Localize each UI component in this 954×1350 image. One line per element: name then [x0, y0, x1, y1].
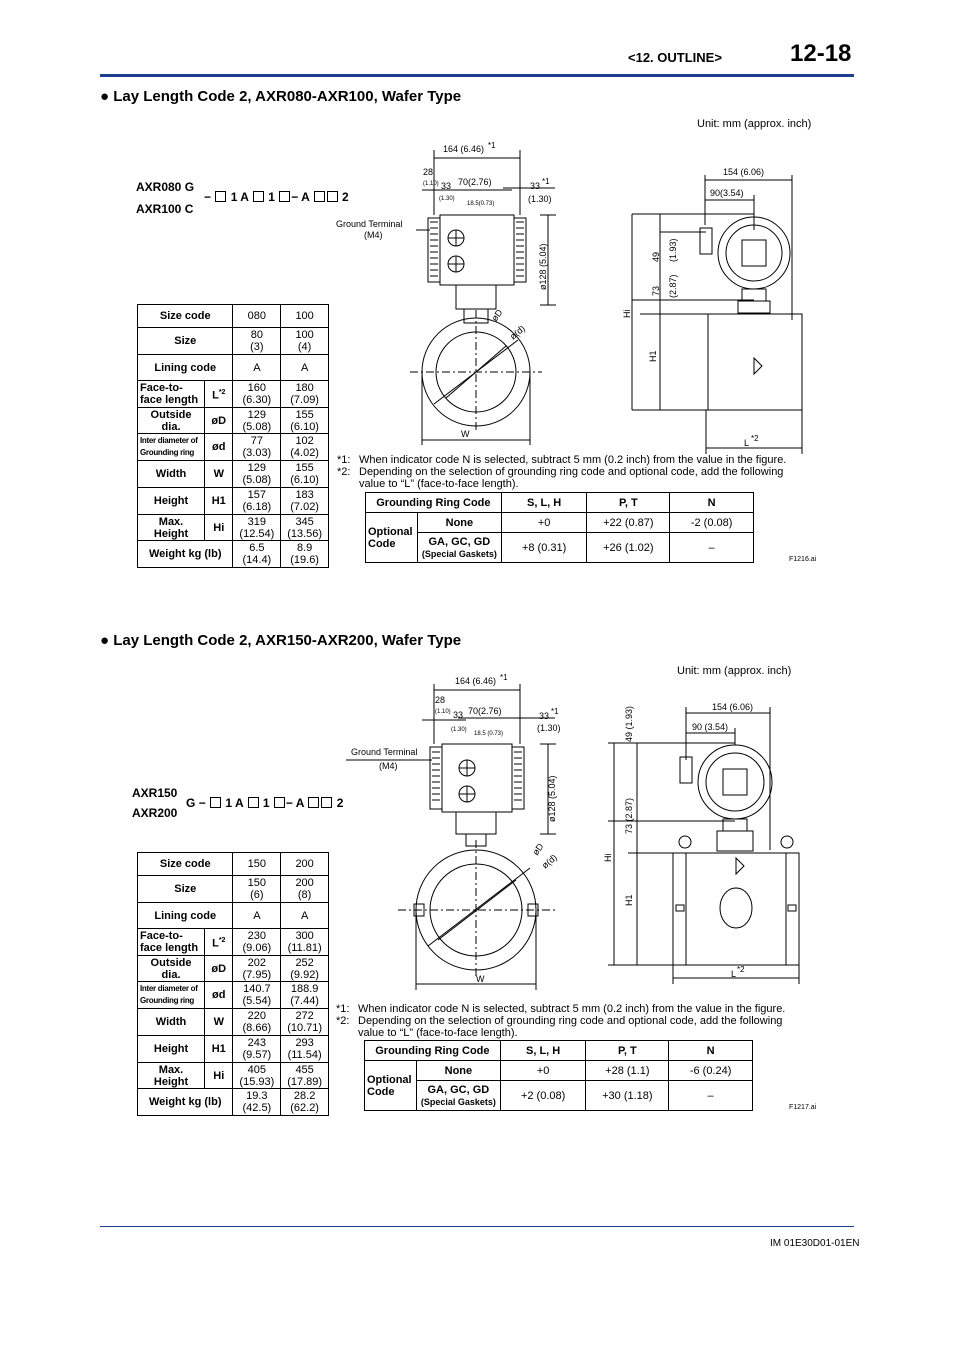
dim-oD-2: øD	[530, 841, 546, 858]
dim-28-1: 28	[423, 167, 434, 177]
document-id: IM 01E30D01-01EN	[770, 1238, 860, 1249]
note-1-3: value to “L” (face-to-face length).	[359, 478, 519, 490]
figure-id-2: F1217.ai	[789, 1104, 817, 1111]
page-number: 12-18	[790, 40, 852, 67]
suffix-code-1: − 1 A 1 − A 2	[204, 190, 349, 204]
footer-rule	[100, 1226, 854, 1227]
model-line-1b: AXR100 C	[136, 202, 194, 216]
dim-L-2: L	[731, 969, 737, 979]
dim-73-2: 73 (2.87)	[624, 797, 634, 834]
dim-W-2: W	[476, 974, 485, 984]
ground-terminal-m4-2: (M4)	[379, 761, 398, 771]
spec-table-2: Size code 150 200 Size 150 (6) 200 (8) Lining code A A Face-to- face length $L^{*2}$ 230 (9.06) 300 (11.81) Outside dia. øD 202 (7.95) 252 (9.92) Inter diameter of Grounding ring ød 140.7 (5.54) 188.9 (7.44) Width W 220 (8.66) 272 (10.71) Height H1 243 (9.57) 293 (11.54) Max. Height Hi 405 (15.93) 455 (17.89) Weight kg (lb) 19.3 (42.5) 28.2 (62.2)	[137, 852, 329, 1116]
dim-33b-note-1: *1	[542, 177, 550, 186]
section-title-2: ● Lay Length Code 2, AXR150-AXR200, Wafer Type	[100, 632, 462, 649]
dim-164-note-2: *1	[500, 673, 508, 682]
model-line-2b: AXR200	[132, 806, 178, 820]
dim-33b-inch-1: (1.30)	[528, 194, 552, 204]
dim-33a-inch-2: (1.30)	[451, 727, 467, 733]
chapter-label: <12. OUTLINE>	[628, 50, 722, 65]
dim-73-inch-1: (2.87)	[668, 274, 678, 298]
dim-33b-1: 33	[530, 181, 541, 191]
dim-od-2: ø(d)	[539, 852, 559, 871]
note-2-1: *1: When indicator code N is selected, subtract 5 mm (0.2 inch) from the value in the figure.	[336, 1003, 786, 1015]
dim-L-note-1: *2	[751, 434, 759, 443]
note-1-2: *2: Depending on the selection of grounding ring code and optional code, add the following	[337, 466, 784, 478]
model-line-2a: AXR150	[132, 786, 178, 800]
dim-33a-2: 33	[453, 710, 464, 720]
dim-od128-2: ø128 (5.04)	[547, 775, 557, 822]
dim-33a-1: 33	[441, 181, 452, 191]
unit-label-1: Unit: mm (approx. inch)	[697, 118, 812, 130]
dim-H1-1: H1	[648, 350, 658, 362]
dim-90-2: 90 (3.54)	[692, 722, 729, 732]
dim-73-1: 73	[651, 285, 661, 296]
dim-od128-1: ø128 (5.04)	[538, 243, 548, 290]
dim-oD-1: øD	[489, 307, 505, 324]
dim-49-1: 49	[651, 251, 661, 262]
figure-id-1: F1216.ai	[789, 556, 817, 563]
dim-L-1: L	[744, 438, 750, 448]
dim-70-1: 70(2.76)	[458, 177, 492, 187]
dim-154-1: 154 (6.06)	[723, 167, 765, 177]
dim-33b-inch-2: (1.30)	[537, 723, 561, 733]
dim-18-2: 18.5 (0.73)	[474, 731, 504, 737]
dim-33b-2: 33	[539, 711, 550, 721]
ground-terminal-label-2: Ground Terminal	[351, 747, 418, 757]
dim-28-inch-1: (1.10)	[423, 181, 439, 187]
grounding-ring-table-2: Grounding Ring Code S, L, H P, T N Optional Code None +0 +28 (1.1) -6 (0.24) GA, GC, GD (Special Gaskets) +2 (0.08) +30 (1.18) –	[364, 1040, 753, 1111]
spec-table-1: Size code 080 100 Size 80 (3) 100 (4) Lining code A A Face-to- face length $L^{*2}$ 160 (6.30) 180 (7.09) Outside dia. øD 129 (5.08) 155 (6.10) Inter diameter of Grounding ring ød 77 (3.03) 102 (4.02) Width W 129 (5.08) 155 (6.10) Height H1 157 (6.18) 183 (7.02) Max. Height Hi 319 (12.54) 345 (13.56) Weight kg (lb) 6.5 (14.4) 8.9 (19.6)	[137, 304, 329, 568]
ground-terminal-m4-1: (M4)	[364, 230, 383, 240]
section-title-1: ● Lay Length Code 2, AXR080-AXR100, Wafer Type	[100, 88, 462, 105]
dim-Hi-2: Hi	[603, 853, 613, 862]
grounding-ring-table-1: Grounding Ring Code S, L, H P, T N Optional Code None +0 +22 (0.87) -2 (0.08) GA, GC, GD (Special Gaskets) +8 (0.31) +26 (1.02) –	[365, 492, 754, 563]
dim-18-1: 18.5(0.73)	[467, 201, 495, 207]
dim-164-1: 164 (6.46)	[443, 144, 485, 154]
dim-L-note-2: *2	[737, 965, 745, 974]
ground-terminal-label-1: Ground Terminal	[336, 219, 403, 229]
dim-28-inch-2: (1.10)	[435, 709, 451, 715]
dim-W-1: W	[461, 429, 470, 439]
dim-33a-inch-1: (1.30)	[439, 196, 455, 202]
dim-49-inch-1: (1.93)	[668, 238, 678, 262]
model-line-1a: AXR080 G	[136, 180, 195, 194]
dim-Hi-1: Hi	[622, 309, 632, 318]
note-2-2: *2: Depending on the selection of grounding ring code and optional code, add the following	[336, 1015, 783, 1027]
dim-164-note-1: *1	[488, 141, 496, 150]
dim-33b-note-2: *1	[551, 707, 559, 716]
dim-70-2: 70(2.76)	[468, 706, 502, 716]
unit-label-2: Unit: mm (approx. inch)	[677, 665, 792, 677]
dim-H1-2: H1	[624, 894, 634, 906]
suffix-code-2: G − 1 A 1 − A 2	[186, 796, 344, 810]
note-2-3: value to “L” (face-to-face length).	[358, 1027, 518, 1039]
dim-28-2: 28	[435, 695, 446, 705]
dim-90-1: 90(3.54)	[710, 188, 744, 198]
note-1-1: *1: When indicator code N is selected, subtract 5 mm (0.2 inch) from the value in the figure.	[337, 454, 787, 466]
dim-164-2: 164 (6.46)	[455, 676, 497, 686]
dim-154-2: 154 (6.06)	[712, 702, 754, 712]
dim-od-1: ø(d)	[507, 323, 527, 342]
dim-49-2: 49 (1.93)	[624, 705, 634, 742]
